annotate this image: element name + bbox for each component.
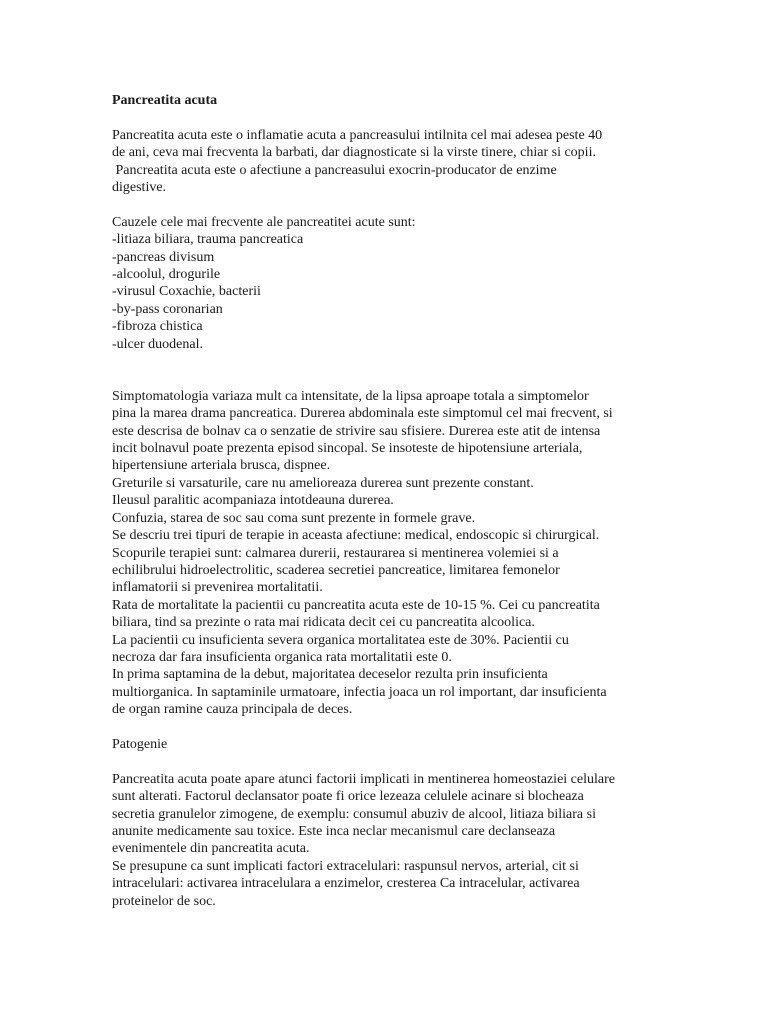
document-title: Pancreatita acuta [112, 93, 218, 108]
cause-item: -litiaza biliara, trauma pancreatica [112, 232, 304, 248]
symptoms-line: biliara, tind sa prezinte o rata mai ridicata decit cei cu pancreatita alcoolica. [112, 615, 535, 631]
symptoms-line: La pacientii cu insuficienta severa organica mortalitatea este de 30%. Pacientii cu [112, 632, 569, 648]
symptoms-line: Scopurile terapiei sunt: calmarea durerii, restaurarea si mentinerea volemiei si a [112, 545, 559, 561]
blank-line [112, 370, 672, 387]
symptoms-line: inflamatorii si prevenirea mortalitatii. [112, 580, 323, 596]
symptoms-line: Simptomatologia variaza mult ca intensitate, de la lipsa aproape totala a simptomelor [112, 388, 589, 404]
cause-item: -by-pass coronarian [112, 301, 223, 317]
pathogenesis-line: secretia granulelor zimogene, de exemplu: consumul abuziv de alcool, litiaza biliara si [112, 806, 596, 822]
cause-item: -ulcer duodenal. [112, 336, 203, 352]
symptoms-paragraph [112, 388, 672, 719]
pathogenesis-line: anunite medicamente sau toxice. Este inca neclar mecanismul care declanseaza [112, 823, 556, 839]
pathogenesis-line: proteinelor de soc. [112, 893, 216, 909]
causes-section [112, 214, 672, 353]
intro-line: Pancreatita acuta este o afectiune a pancreasului exocrin-producator de enzime [112, 162, 557, 178]
pathogenesis-heading: Patogenie [112, 736, 168, 752]
symptoms-line: echilibrului hidroelectrolitic, scaderea secretiei pancreatice, limitarea femonelor [112, 562, 560, 578]
pathogenesis-paragraph [112, 771, 672, 910]
intro-line: digestive. [112, 180, 167, 196]
pathogenesis-line: evenimentele din pancreatita acuta. [112, 841, 310, 857]
cause-item: -pancreas divisum [112, 249, 215, 265]
symptoms-line: Confuzia, starea de soc sau coma sunt prezente in formele grave. [112, 510, 476, 526]
intro-line: de ani, ceva mai frecventa la barbati, dar diagnosticate si la virste tinere, chiar si copii. [112, 145, 596, 161]
symptoms-line: hipertensiune arteriala brusca, dispnee. [112, 458, 331, 474]
symptoms-line: multiorganica. In saptaminile urmatoare, infectia joaca un rol important, dar insuficienta [112, 684, 607, 700]
document-page [112, 92, 672, 927]
symptoms-line: este descrisa de bolnav ca o senzatie de strivire sau sfisiere. Durerea este atit de intensa [112, 423, 601, 439]
pathogenesis-line: sunt alterati. Factorul declansator poate fi orice lezeaza celulele acinare si blocheaza [112, 789, 584, 805]
symptoms-line: Rata de mortalitate la pacientii cu pancreatita acuta este de 10-15 %. Cei cu pancreatita [112, 597, 600, 613]
intro-line: Pancreatita acuta este o inflamatie acuta a pancreasului intilnita cel mai adesea peste 40 [112, 127, 603, 143]
symptoms-line: Ileusul paralitic acompaniaza intotdeauna durerea. [112, 493, 394, 509]
symptoms-line: Greturile si varsaturile, care nu amelioreaza durerea sunt prezente constant. [112, 475, 534, 491]
causes-heading: Cauzele cele mai frecvente ale pancreatitei acute sunt: [112, 214, 416, 230]
pathogenesis-line: intracelulari: activarea intracelulara a enzimelor, cresterea Ca intracelular, activarea [112, 876, 580, 892]
symptoms-line: In prima saptamina de la debut, majoritatea deceselor rezulta prin insuficienta [112, 667, 548, 683]
pathogenesis-line: Pancreatita acuta poate apare atunci factorii implicati in mentinerea homeostaziei celulare [112, 771, 615, 787]
intro-paragraph [112, 127, 672, 197]
cause-item: -fibroza chistica [112, 319, 203, 335]
symptoms-line: incit bolnavul poate prezenta episod sincopal. Se insoteste de hipotensiune arteriala, [112, 441, 583, 457]
symptoms-line: pina la marea drama pancreatica. Durerea abdominala este simptomul cel mai frecvent, si [112, 406, 613, 422]
symptoms-line: de organ ramine cauza principala de deces. [112, 702, 353, 718]
symptoms-line: necroza dar fara insuficienta organica rata mortalitatii este 0. [112, 649, 452, 665]
cause-item: -alcoolul, drogurile [112, 267, 221, 283]
cause-item: -virusul Coxachie, bacterii [112, 284, 261, 300]
symptoms-line: Se descriu trei tipuri de terapie in aceasta afectiune: medical, endoscopic si chirurgical. [112, 528, 600, 544]
pathogenesis-line: Se presupune ca sunt implicati factori extracelulari: raspunsul nervos, arterial, cit si [112, 858, 579, 874]
